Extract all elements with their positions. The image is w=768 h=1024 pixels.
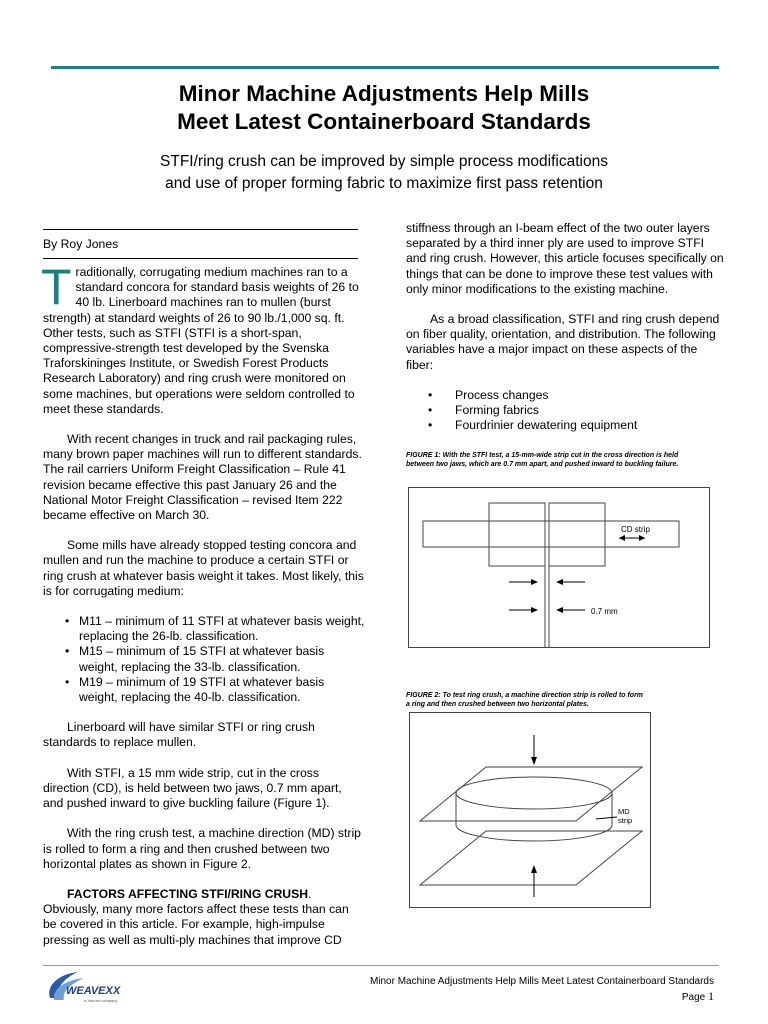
paragraph-stiffness: stiffness through an I-beam effect of the two outer layers separated by a third inner ply are used to improve STFI and ring crush. However, this article focuses specifically on things that can be done to improve these test values with only minor modifications to the existing machine.: [406, 221, 724, 296]
logo-tagline: a Xerium company: [84, 998, 118, 1003]
paragraph-classification: As a broad classification, STFI and ring crush depend on fiber quality, orientation, and distribution. The following variables have a major impact on these aspects of the fiber:: [406, 312, 720, 372]
stfi-jaws-diagram: [409, 488, 709, 647]
logo-swoosh-icon: [44, 968, 134, 1006]
figure-2-caption-text: To test ring crush, a machine direction strip is rolled to form a ring and then crushed between two horizontal plates.: [406, 692, 644, 708]
paragraph-factors: FACTORS AFFECTING STFI/RING CRUSH. Obviously, many more factors affect these tests than can be covered in this article. For example, high-impulse pressing as well as multi-ply machines that improve CD: [43, 886, 349, 947]
title-line-2: Meet Latest Containerboard Standards: [177, 109, 591, 134]
md-strip-label: strip: [618, 816, 633, 825]
weavexx-logo: [44, 968, 134, 1006]
paragraph-stfi: With STFI, a 15 mm wide strip, cut in the cross direction (CD), is held between two jaws, 0.7 mm apart, and pushed inward to give buckling failure (Figure 1).: [43, 765, 342, 811]
figure-1-caption-text: With the STFI test, a 15-mm-wide strip cut in the cross direction is held between two jaws, which are 0.7 mm apart, and pushed inward to buckling failure.: [406, 452, 679, 468]
list-item: • M11 – minimum of 11 STFI at whatever basis weight, replacing the 26-lb. classification.: [43, 614, 365, 644]
logo-text: WEAVEXX: [66, 985, 121, 997]
byline-bottom-rule: [43, 258, 358, 259]
figure-1-caption: [406, 452, 696, 469]
figure-2-caption: [406, 692, 646, 709]
footer-rule: [43, 965, 719, 966]
paragraph-linerboard: Linerboard will have similar STFI or ring crush standards to replace mullen.: [43, 720, 315, 750]
article-subtitle: [0, 151, 768, 195]
byline-top-rule: [43, 229, 358, 230]
list-item: • Forming fabrics: [406, 403, 724, 418]
figure-2-diagram: [409, 712, 651, 908]
drop-cap: T: [41, 259, 72, 315]
list-item: • Process changes: [406, 388, 724, 403]
byline: By Roy Jones: [43, 237, 119, 251]
cd-strip-label: CD strip: [621, 525, 650, 534]
paragraph-ring-crush: With the ring crush test, a machine direction (MD) strip is rolled to form a ring and then crushed between two horizontal plates as shown in Figure 2.: [43, 826, 361, 871]
footer: [370, 974, 714, 1005]
title-line-1: Minor Machine Adjustments Help Mills: [178, 81, 590, 106]
left-column: [41, 259, 365, 948]
paragraph-intro: [41, 259, 365, 417]
figure-2-label: FIGURE 2:: [406, 692, 441, 699]
page-number: [370, 989, 714, 1005]
article-title: [0, 80, 768, 136]
md-strip-label: MD: [618, 807, 630, 816]
gap-label: 0.7 mm: [591, 607, 618, 616]
running-title: Minor Machine Adjustments Help Mills Meet Latest Containerboard Standards: [369, 976, 714, 987]
right-column: [406, 221, 724, 433]
standards-list: [43, 614, 365, 705]
page-label: Page: [681, 992, 706, 1003]
subtitle-line-2: and use of proper forming fabric to maximize first pass retention: [165, 175, 603, 192]
subtitle-line-1: STFI/ring crush can be improved by simple process modifications: [160, 153, 608, 170]
page-number-value: 1: [708, 989, 714, 1003]
paragraph-testing: Some mills have already stopped testing concora and mullen and run the machine to produce a certain STFI or ring crush at whatever basis weight it takes. Most likely, this is for corrugating medium:: [43, 538, 364, 598]
list-item: • M19 – minimum of 19 STFI at whatever basis weight, replacing the 40-lb. classification.: [43, 675, 365, 705]
paragraph-rules: With recent changes in truck and rail packaging rules, many brown paper machines will run to different standards. The rail carriers Uniform Freight Classification – Rule 41 revision became effective this past January 26 and the National Motor Freight Classification – revised Item 222 became effective on March 30.: [43, 432, 362, 523]
paragraph-factors-text: Obviously, many more factors affect these tests than can be covered in this article. For example, high-impulse pressing as well as multi-ply machines that improve CD: [43, 902, 349, 947]
variables-list: [406, 388, 724, 434]
section-heading: FACTORS AFFECTING STFI/RING CRUSH: [67, 886, 309, 901]
ring-crush-diagram: [410, 713, 650, 907]
paragraph-intro-text: raditionally, corrugating medium machines ran to a standard concora for standard basis weights of 26 to 40 lb. Linerboard machines ran to mullen (burst strength) at standard weights of 26 to 90 lb./1,000 sq. ft. Other tests, such as STFI (STFI is a short-span, compressive-strength test developed by the Svenska Traforskininges Institute, or Swedish Forest Products Research Laboratory) and ring crush were monitored on some machines, but operations were seldom controlled to meet these standards.: [43, 265, 359, 416]
header-rule: [51, 66, 719, 69]
list-item: • Fourdrinier dewatering equipment: [406, 418, 724, 433]
figure-1-diagram: [408, 487, 710, 648]
figure-1-label: FIGURE 1:: [406, 452, 441, 459]
list-item: • M15 – minimum of 15 STFI at whatever basis weight, replacing the 33-lb. classification.: [43, 644, 365, 674]
